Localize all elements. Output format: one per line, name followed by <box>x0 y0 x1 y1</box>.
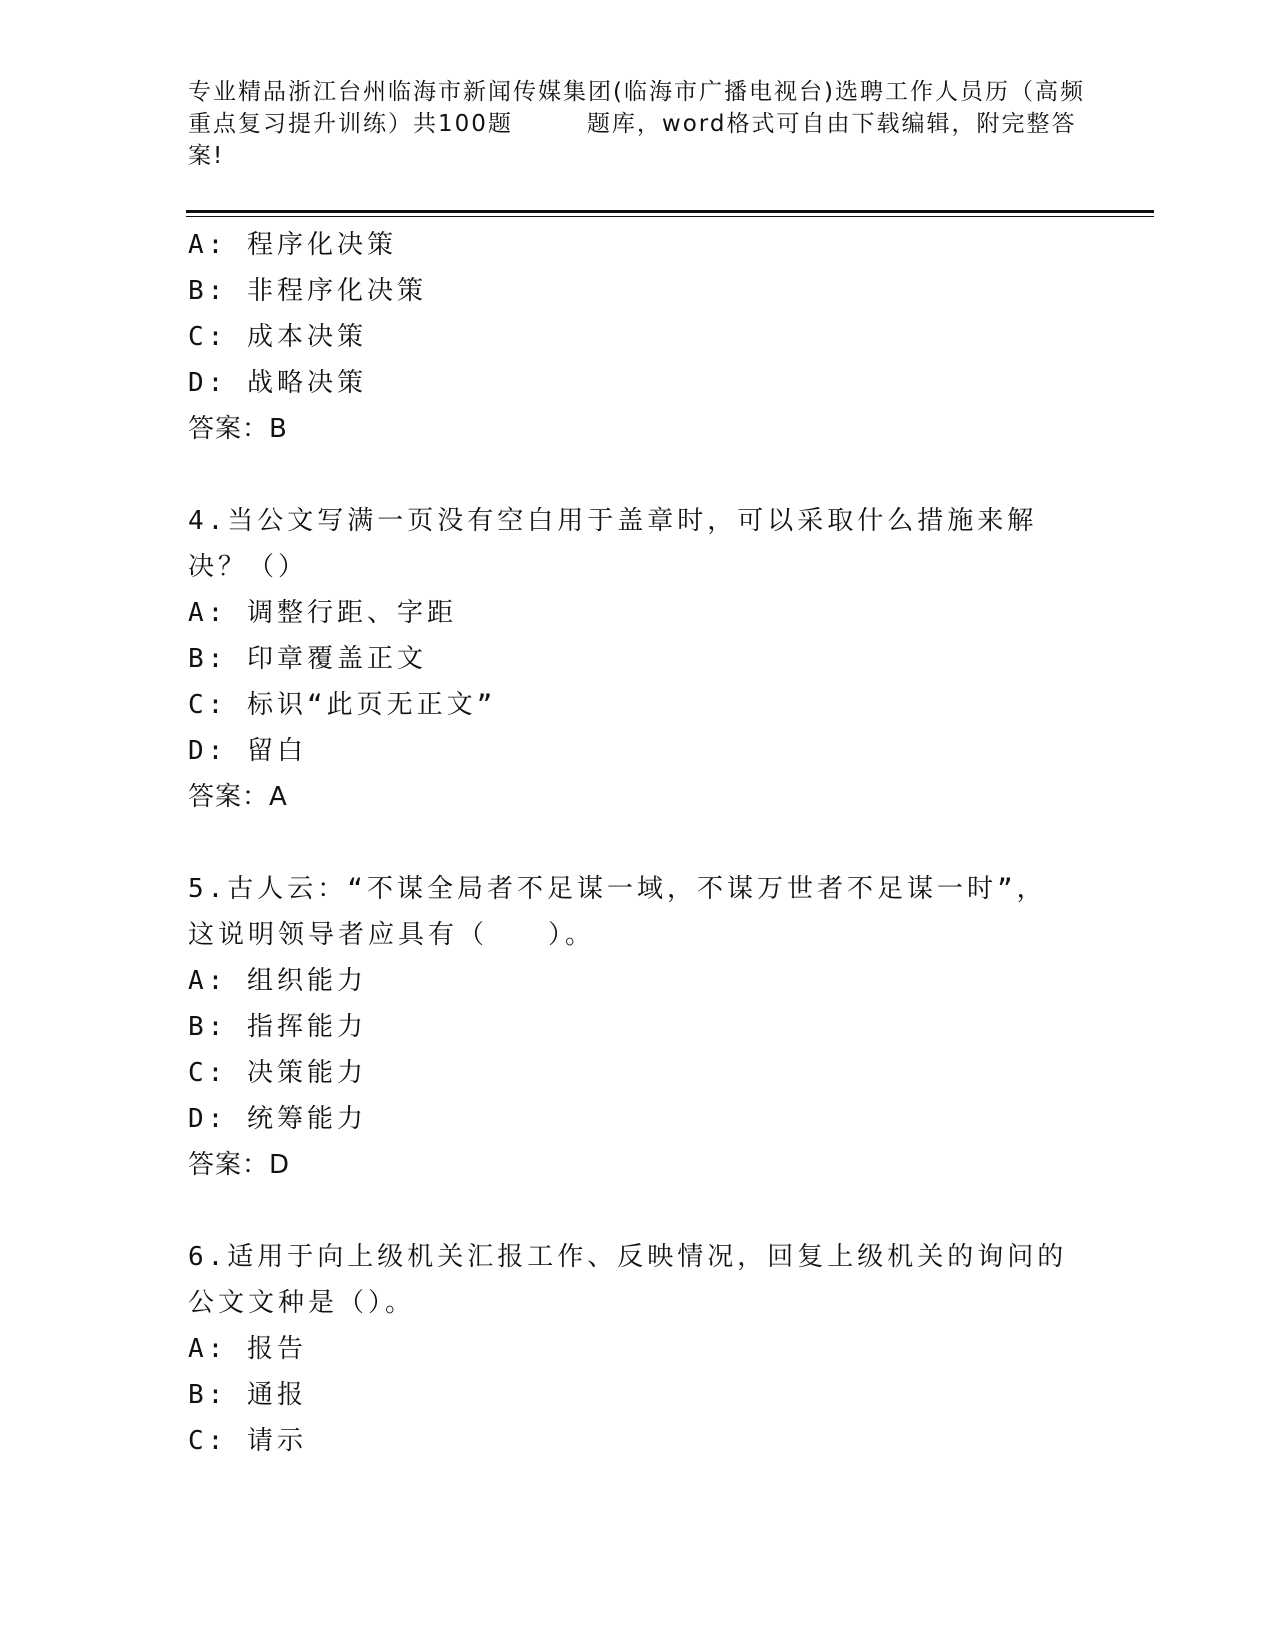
option-c: C: 决策能力 <box>188 1058 367 1088</box>
header-title: 专业精品浙江台州临海市新闻传媒集团(临海市广播电视台)选聘工作人员历（高频重点复习提升训练）共100题 <box>188 79 1085 137</box>
question-text: 6.适用于向上级机关汇报工作、反映情况，回复上级机关的询问的公文文种是（）。 <box>188 1242 1068 1318</box>
option-c: C: 标识“此页无正文” <box>188 690 497 720</box>
header-divider-thin <box>186 216 1154 217</box>
option-a: A: 报告 <box>188 1334 307 1364</box>
answer-label: 答案：A <box>188 782 288 812</box>
option-c: C: 请示 <box>188 1426 307 1456</box>
question-list <box>188 222 1088 1464</box>
header-subtitle: 题库，word格式可自由下载编辑，附完整答案! <box>188 111 1077 169</box>
option-d: D: 战略决策 <box>188 368 367 398</box>
question-4 <box>188 498 1088 820</box>
option-b: B: 通报 <box>188 1380 307 1410</box>
option-b: B: 非程序化决策 <box>188 276 427 306</box>
question-5 <box>188 866 1088 1188</box>
question-3-continued <box>188 222 1088 452</box>
option-c: C: 成本决策 <box>188 322 367 352</box>
header-divider-thick <box>186 210 1154 213</box>
option-a: A: 程序化决策 <box>188 230 397 260</box>
option-d: D: 留白 <box>188 736 307 766</box>
question-text: 4.当公文写满一页没有空白用于盖章时，可以采取什么措施来解决？（） <box>188 506 1038 582</box>
option-b: B: 指挥能力 <box>188 1012 367 1042</box>
document-header <box>188 76 1088 172</box>
answer-label: 答案：B <box>188 414 288 444</box>
option-a: A: 调整行距、字距 <box>188 598 457 628</box>
option-a: A: 组织能力 <box>188 966 367 996</box>
option-d: D: 统筹能力 <box>188 1104 367 1134</box>
option-b: B: 印章覆盖正文 <box>188 644 427 674</box>
answer-label: 答案：D <box>188 1150 291 1180</box>
question-6 <box>188 1234 1088 1464</box>
question-text: 5.古人云：“不谋全局者不足谋一域，不谋万世者不足谋一时”，这说明领导者应具有（ ）。 <box>188 874 1047 950</box>
